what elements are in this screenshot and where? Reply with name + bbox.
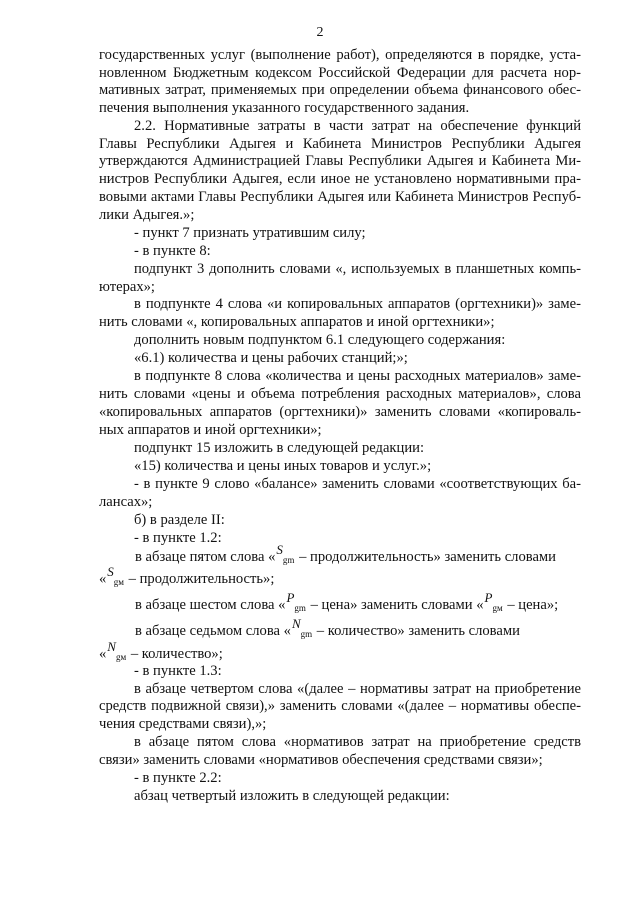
page-number: 2 bbox=[316, 25, 324, 40]
text-fragment: « bbox=[99, 646, 107, 662]
text-line: нить словами «цены и объема потребления расходных материалов», слова bbox=[99, 386, 581, 402]
text-line: вовыми актами Главы Республики Адыгея или Кабинета Министров Респуб- bbox=[99, 189, 581, 205]
text-line: в абзаце пятом слова «нормативов затрат на приобретение средств bbox=[134, 734, 581, 750]
text-line: - в пункте 9 слово «балансе» заменить словами «соответствующих ба- bbox=[134, 476, 581, 492]
text-line: Главы Республики Адыгея и Кабинета Министров Республики Адыгея bbox=[99, 136, 581, 152]
text-line: дополнить новым подпунктом 6.1 следующего содержания: bbox=[134, 332, 506, 348]
symbol-subscript: gм bbox=[492, 603, 503, 613]
text-line: чения средствами связи),»; bbox=[99, 716, 267, 732]
text-line: средств подвижной связи),» заменить словами «(далее – нормативы обеспе- bbox=[99, 698, 581, 714]
text-line: лики Адыгея.»; bbox=[99, 207, 195, 223]
text-line: 2.2. Нормативные затраты в части затрат на обеспечение функций bbox=[134, 118, 581, 134]
text-line: в подпункте 4 слова «и копировальных аппаратов (оргтехники)» заме- bbox=[134, 296, 581, 312]
formula-line bbox=[135, 616, 617, 641]
text-line: в абзаце четвертом слова «(далее – нормативы затрат на приобретение bbox=[134, 681, 581, 697]
symbol-s-old bbox=[276, 542, 295, 567]
text-fragment: – продолжительность» заменить словами bbox=[295, 549, 556, 565]
text-line: - в пункте 2.2: bbox=[134, 770, 222, 786]
formula-line bbox=[135, 590, 617, 615]
text-line: в подпункте 8 слова «количества и цены расходных материалов» заме- bbox=[134, 368, 581, 384]
symbol-n-old bbox=[291, 616, 313, 641]
symbol-subscript: gm bbox=[300, 629, 313, 639]
symbol-base: P bbox=[286, 590, 295, 605]
symbol-base: S bbox=[276, 542, 283, 557]
symbol-p-new bbox=[484, 590, 503, 615]
text-line: подпункт 15 изложить в следующей редакции: bbox=[134, 440, 425, 456]
formula-line bbox=[99, 564, 581, 589]
text-line: связи» заменить словами «нормативов обеспечения средствами связи»; bbox=[99, 752, 543, 768]
text-line: - в пункте 1.2: bbox=[134, 530, 222, 546]
text-fragment: в абзаце шестом слова « bbox=[135, 597, 286, 613]
formula-line bbox=[99, 639, 581, 664]
symbol-s-new bbox=[107, 564, 124, 589]
text-fragment: в абзаце седьмом слова « bbox=[135, 623, 291, 639]
text-line: - в пункте 8: bbox=[134, 243, 211, 259]
text-line: мативных затрат, применяемых при определении объема финансового обес- bbox=[99, 82, 581, 98]
text-line: ютерах»; bbox=[99, 279, 155, 295]
text-line: - пункт 7 признать утратившим силу; bbox=[134, 225, 366, 241]
text-line: «15) количества и цены иных товаров и услуг.»; bbox=[134, 458, 432, 474]
text-line: б) в разделе II: bbox=[134, 512, 225, 528]
text-line: абзац четвертый изложить в следующей редакции: bbox=[134, 788, 450, 804]
text-fragment: « bbox=[99, 571, 107, 587]
text-fragment: в абзаце пятом слова « bbox=[135, 549, 276, 565]
text-line: новленном Бюджетным кодексом Российской Федерации для расчета нор- bbox=[99, 65, 581, 81]
symbol-subscript: gм bbox=[113, 577, 124, 587]
text-line: ных аппаратов и иной оргтехники»; bbox=[99, 422, 322, 438]
text-fragment: – цена» заменить словами « bbox=[306, 597, 484, 613]
text-line: лансах»; bbox=[99, 494, 153, 510]
symbol-base: S bbox=[107, 564, 114, 579]
text-fragment: – цена»; bbox=[503, 597, 559, 613]
text-line: государственных услуг (выполнение работ), определяются в порядке, уста- bbox=[99, 47, 581, 63]
symbol-base: N bbox=[107, 639, 116, 654]
text-line: утверждаются Администрацией Главы Республики Адыгея и Кабинета Ми- bbox=[99, 153, 581, 169]
formula-line bbox=[135, 542, 617, 567]
symbol-base: N bbox=[291, 616, 301, 631]
text-line: «6.1) количества и цены рабочих станций;»; bbox=[134, 350, 408, 366]
text-fragment: – количество» заменить словами bbox=[313, 623, 520, 639]
text-line: нить словами «, копировальных аппаратов и иной оргтехники»; bbox=[99, 314, 495, 330]
text-fragment: – количество»; bbox=[127, 646, 223, 662]
text-line: «копировальных аппаратов (оргтехники)» заменить словами «копироваль- bbox=[99, 404, 581, 420]
symbol-subscript: gм bbox=[115, 652, 127, 662]
symbol-n-new bbox=[107, 639, 127, 664]
text-fragment: – продолжительность»; bbox=[125, 571, 275, 587]
symbol-subscript: gm bbox=[294, 603, 306, 613]
symbol-p-old bbox=[286, 590, 306, 615]
symbol-base: P bbox=[484, 590, 493, 605]
text-line: подпункт 3 дополнить словами «, используемых в планшетных компь- bbox=[134, 261, 581, 277]
text-line: - в пункте 1.3: bbox=[134, 663, 222, 679]
text-line: печения выполнения указанного государственного задания. bbox=[99, 100, 470, 116]
text-line: нистров Республики Адыгея, если иное не установлено нормативными пра- bbox=[99, 171, 581, 187]
symbol-subscript: gm bbox=[282, 555, 295, 565]
